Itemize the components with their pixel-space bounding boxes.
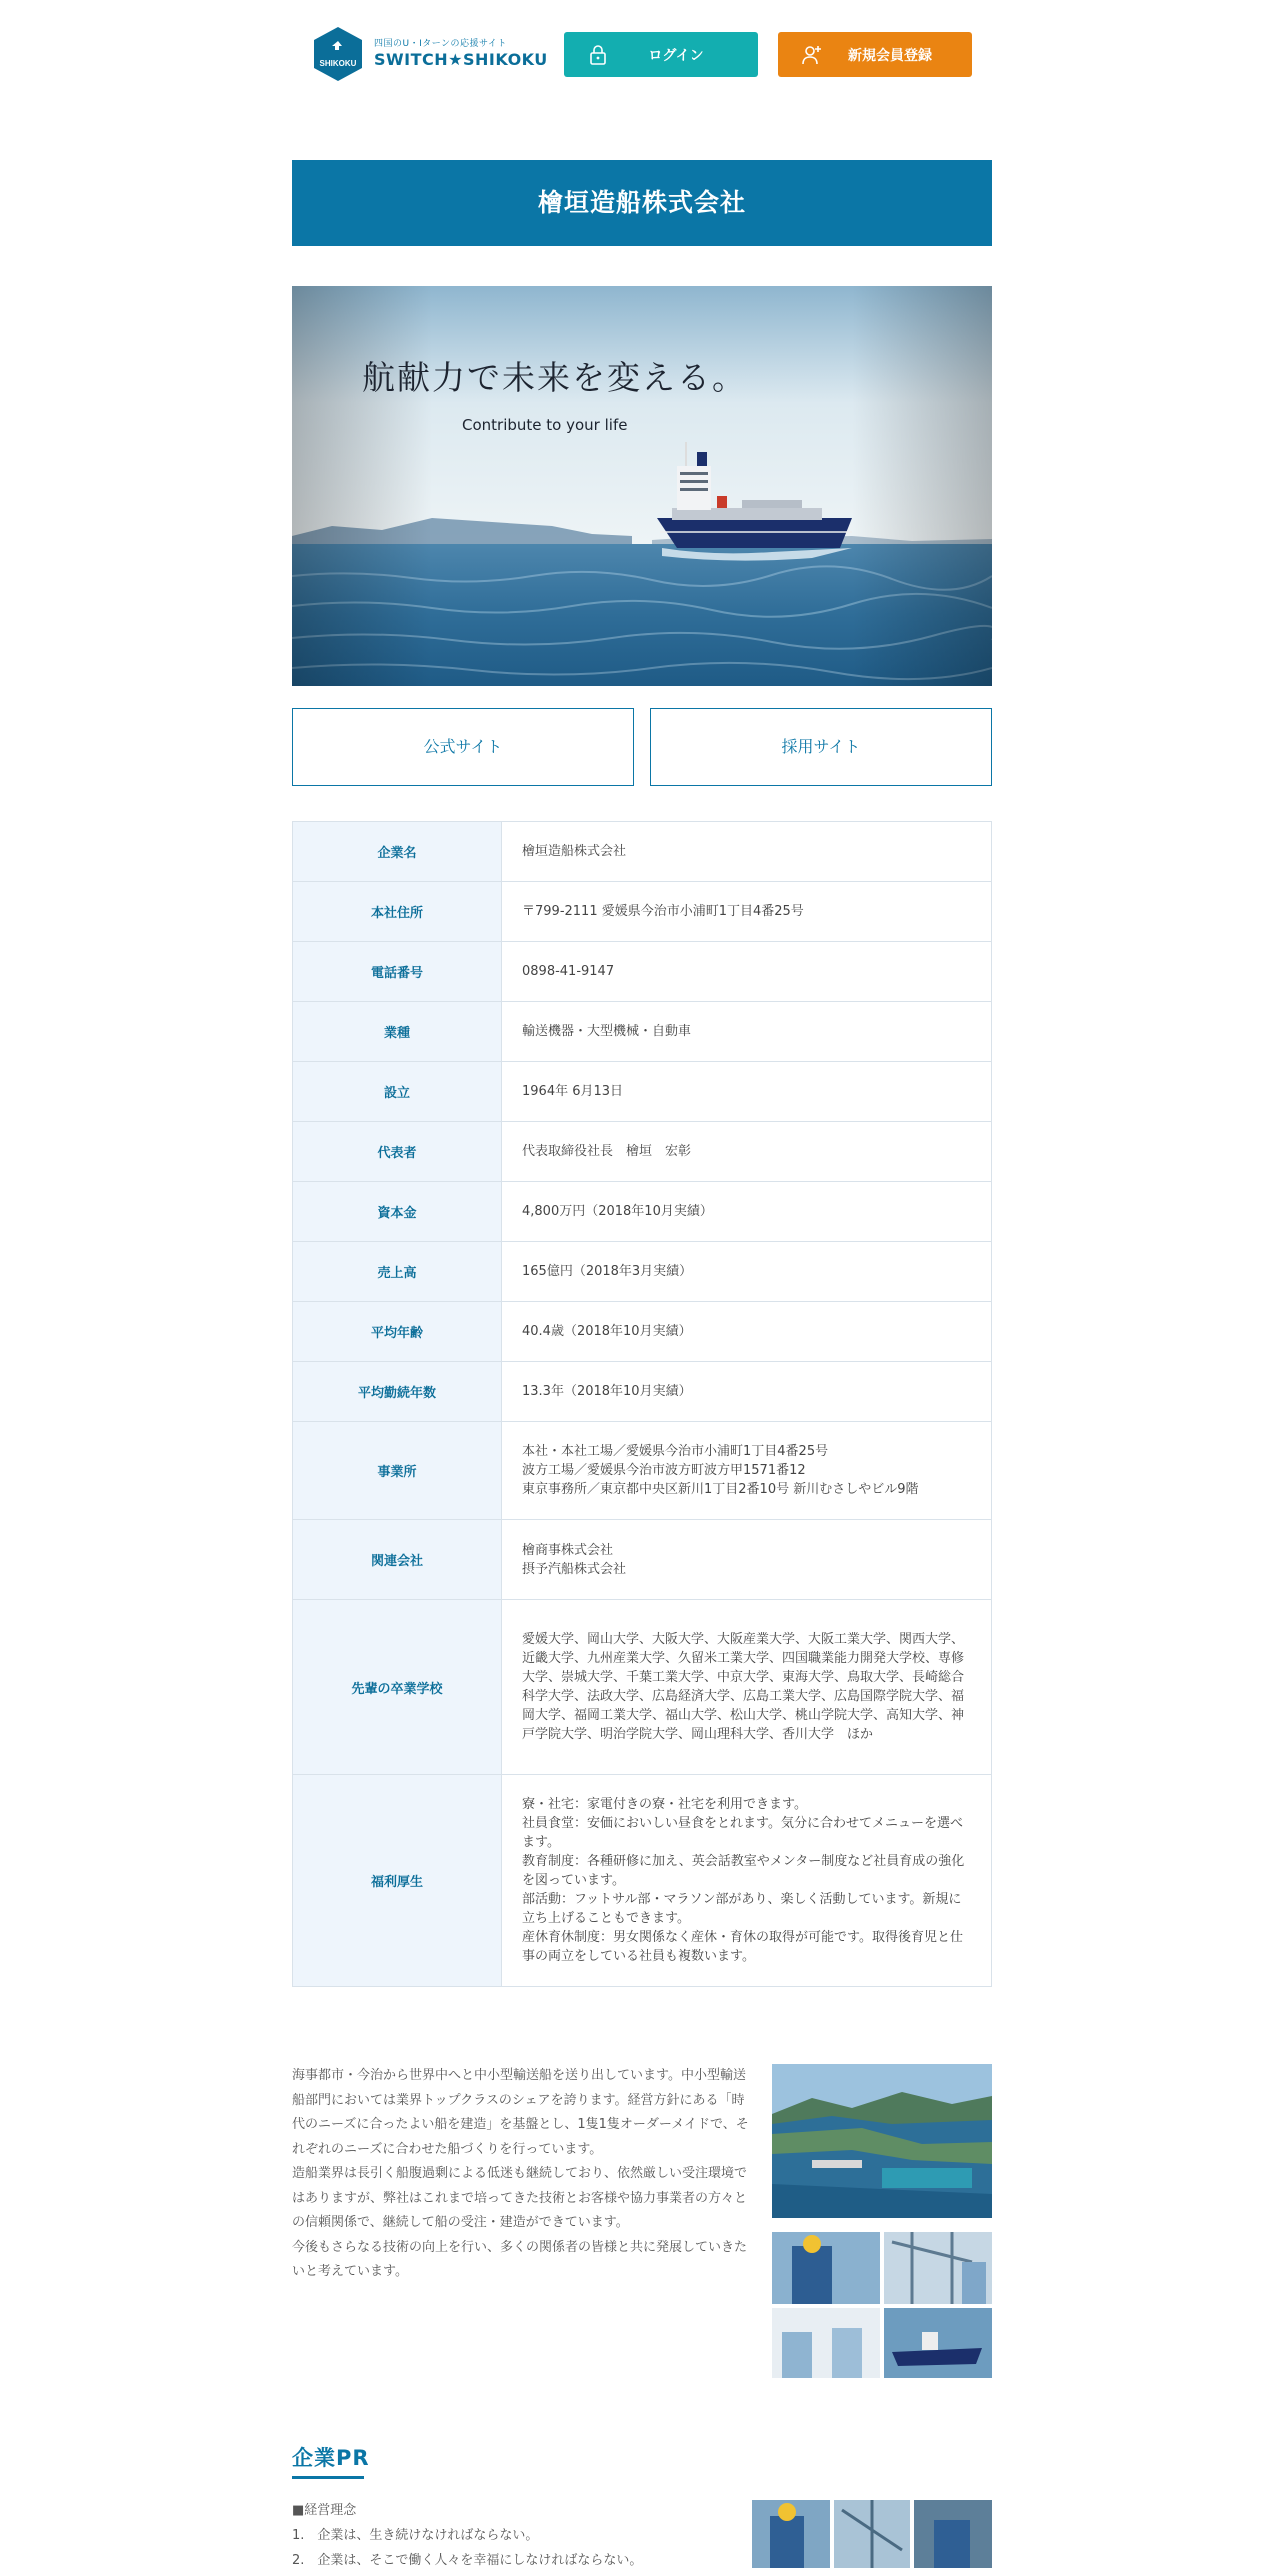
shipyard-photo <box>772 2064 992 2218</box>
table-row <box>293 1302 992 1362</box>
row-label: 売上高 <box>293 1242 502 1302</box>
row-value: 1964年 6月13日 <box>502 1062 992 1122</box>
table-row <box>293 1182 992 1242</box>
ship-photo <box>292 286 992 686</box>
table-row <box>293 882 992 942</box>
register-label: 新規会員登録 <box>848 48 932 64</box>
row-value: 輸送機器・大型機械・自動車 <box>502 1002 992 1062</box>
row-value: 〒799-2111 愛媛県今治市小浦町1丁目4番25号 <box>502 882 992 942</box>
site-header <box>0 0 1284 110</box>
row-value: 13.3年（2018年10月実績） <box>502 1362 992 1422</box>
hero-image <box>292 286 992 686</box>
table-row <box>293 1362 992 1422</box>
hero-title: 航献力で未来を変える。 <box>362 358 747 397</box>
site-logo[interactable] <box>312 26 548 84</box>
register-button[interactable] <box>778 32 972 77</box>
row-label: 福利厚生 <box>293 1775 502 1987</box>
pr-text: ■経営理念 1. 企業は、生き続けなければならない。 2. 企業は、そこで働く人々を幸福にしなければならない。 <box>292 2503 643 2568</box>
login-label: ログイン <box>648 48 704 64</box>
company-title: 檜垣造船株式会社 <box>292 160 992 246</box>
pr-photo <box>752 2500 992 2568</box>
row-label: 平均勤続年数 <box>293 1362 502 1422</box>
row-label: 平均年齢 <box>293 1302 502 1362</box>
table-row <box>293 1775 992 1987</box>
row-label: 本社住所 <box>293 882 502 942</box>
table-row <box>293 822 992 882</box>
table-row <box>293 1122 992 1182</box>
row-value: 0898-41-9147 <box>502 942 992 1002</box>
row-label: 事業所 <box>293 1422 502 1520</box>
row-label: 資本金 <box>293 1182 502 1242</box>
table-row <box>293 942 992 1002</box>
logo-badge-text: SHIKOKU <box>319 59 357 68</box>
row-label: 先輩の卒業学校 <box>293 1600 502 1775</box>
table-row <box>293 1242 992 1302</box>
row-label: 関連会社 <box>293 1520 502 1600</box>
hero-subtitle: Contribute to your life <box>462 416 628 434</box>
pr-heading: 企業PR <box>292 2446 370 2470</box>
row-value: 檜垣造船株式会社 <box>502 822 992 882</box>
official-site-button[interactable]: 公式サイト <box>292 708 634 786</box>
table-row <box>293 1422 992 1520</box>
login-button[interactable] <box>564 32 758 77</box>
shikoku-logo-icon <box>312 26 364 82</box>
logo-tagline: 四国のU・Iターンの応援サイト <box>374 39 507 49</box>
row-value: 檜商事株式会社 摂予汽船株式会社 <box>502 1520 992 1600</box>
row-value: 40.4歳（2018年10月実績） <box>502 1302 992 1362</box>
row-value: 代表取締役社長 檜垣 宏彰 <box>502 1122 992 1182</box>
row-label: 業種 <box>293 1002 502 1062</box>
row-value: 4,800万円（2018年10月実績） <box>502 1182 992 1242</box>
table-row <box>293 1062 992 1122</box>
row-value: 寮・社宅：家電付きの寮・社宅を利用できます。 社員食堂：安価においしい昼食をとれます。気分に合わせてメニューを選べます。 教育制度：各種研修に加え、英会話教室やメンター制度など社員育成の強化を図っています。 部活動：フットサル部・マラソン部があり、楽しく活動しています。新規に立ち上げることもできます。 産休育休制度：男女関係なく産休・育休の取得が可能です。取得後育児と仕事の両立をしている社員も複数います。 <box>502 1775 992 1987</box>
pr-heading-underline <box>292 2476 364 2479</box>
company-intro-text: 海事都市・今治から世界中へと中小型輸送船を送り出しています。中小型輸送船部門においては業界トップクラスのシェアを誇ります。経営方針にある「時代のニーズに合ったよい船を建造」を基盤とし、1隻1隻オーダーメイドで、それぞれのニーズに合わせた船づくりを行っています。 造船業界は長引く船腹過剰による低迷も継続しており、依然厳しい受注環境ではありますが、弊社はこれまで培ってきた技術とお客様や協力事業者の方々との信頼関係で、継続して船の受注・建造ができています。 今後もさらなる技術の向上を行い、多くの関係者の皆様と共に発展していきたいと考えています。 <box>292 2068 749 2279</box>
company-info-table <box>292 821 992 1987</box>
row-label: 電話番号 <box>293 942 502 1002</box>
row-value: 165億円（2018年3月実績） <box>502 1242 992 1302</box>
table-row <box>293 1600 992 1775</box>
row-value: 愛媛大学、岡山大学、大阪大学、大阪産業大学、大阪工業大学、関西大学、近畿大学、九州産業大学、久留米工業大学、四国職業能力開発大学校、専修大学、崇城大学、千葉工業大学、中京大学、東海大学、鳥取大学、長崎総合科学大学、法政大学、広島経済大学、広島工業大学、広島国際学院大学、福岡大学、福岡工業大学、福山大学、松山大学、桃山学院大学、高知大学、神戸学院大学、明治学院大学、岡山理科大学、香川大学 ほか <box>502 1600 992 1775</box>
staff-collage-photo <box>772 2232 992 2378</box>
table-row <box>293 1002 992 1062</box>
recruit-site-button[interactable]: 採用サイト <box>650 708 992 786</box>
logo-name: SWITCH★SHIKOKU <box>374 50 548 69</box>
row-label: 代表者 <box>293 1122 502 1182</box>
row-label: 設立 <box>293 1062 502 1122</box>
row-label: 企業名 <box>293 822 502 882</box>
table-row <box>293 1520 992 1600</box>
row-value: 本社・本社工場／愛媛県今治市小浦町1丁目4番25号 波方工場／愛媛県今治市波方町波方甲1571番12 東京事務所／東京都中央区新川1丁目2番10号 新川むさしやビル9階 <box>502 1422 992 1520</box>
